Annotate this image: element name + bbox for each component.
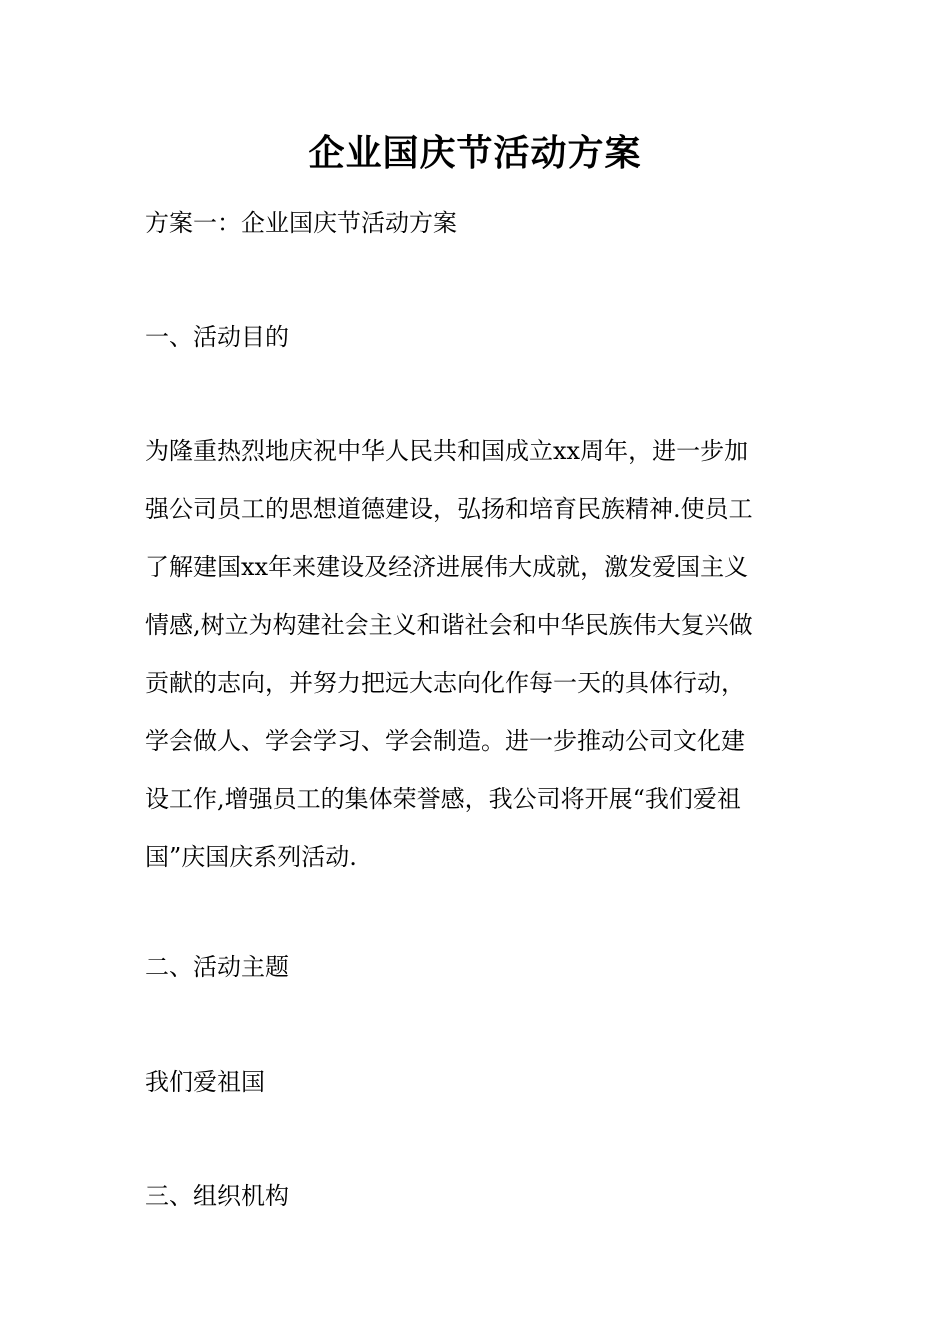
section-heading-purpose: 一、活动目的	[145, 323, 289, 351]
document-subtitle: 方案一：企业国庆节活动方案	[145, 209, 457, 237]
paragraph-line: 设工作,增强员工的集体荣誉感，我公司将开展“我们爱祖	[145, 785, 741, 813]
paragraph-line: 国”庆国庆系列活动.	[145, 843, 357, 871]
section-heading-organization: 三、组织机构	[145, 1182, 289, 1210]
section-body-purpose	[145, 433, 810, 897]
document-title: 企业国庆节活动方案	[308, 132, 642, 174]
paragraph-line: 贡献的志向，并努力把远大志向化作每一天的具体行动，	[145, 669, 745, 697]
section-heading-theme: 二、活动主题	[145, 953, 289, 981]
paragraph-line: 强公司员工的思想道德建设，弘扬和培育民族精神.使员工	[145, 495, 753, 523]
paragraph-line: 了解建国xx年来建设及经济进展伟大成就，激发爱国主义	[145, 553, 749, 581]
paragraph-line: 学会做人、学会学习、学会制造。进一步推动公司文化建	[145, 727, 745, 755]
section-body-theme: 我们爱祖国	[145, 1068, 265, 1096]
paragraph-line: 情感,树立为构建社会主义和谐社会和中华民族伟大复兴做	[145, 611, 753, 639]
paragraph-line: 为隆重热烈地庆祝中华人民共和国成立xx周年，进一步加	[145, 437, 749, 465]
